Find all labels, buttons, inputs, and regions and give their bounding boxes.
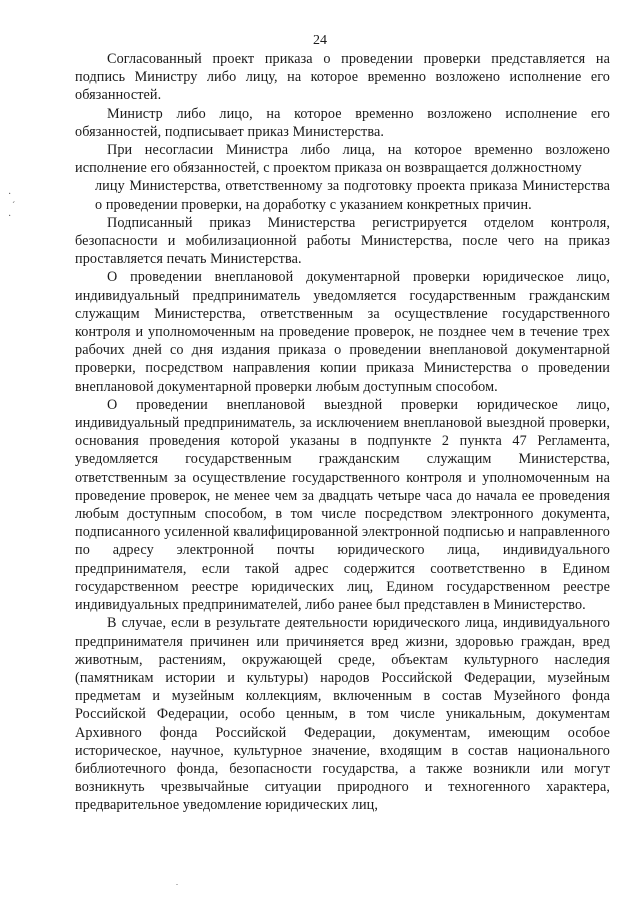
margin-mark: · [8,189,12,200]
margin-mark: ˊ [12,201,16,212]
page-number: 24 [313,33,327,48]
document-body [75,50,610,815]
paragraph: В случае, если в результате деятельности юридического лица, индивидуального предпринимателя причинен или причиняется вред жизни, здоровью граждан, вред животным, растениям, окружающей среде, объектам культурного наследия (памятникам истории и культуры) народов Российской Федерации, музейным предметам и музейным коллекциям, включенным в состав Музейного фонда Российской Федерации, особо ценным, в том числе уникальным, документам Архивного фонда Российской Федерации, документам, имеющим особое историческое, научное, культурное значение, входящим в состав национального библиотечного фонда, безопасности государства, а также возникли или могут возникнуть чрезвычайные ситуации природного и техногенного характера, предварительное уведомление юридических лиц, [75,615,610,814]
paragraph: Министр либо лицо, на которое временно возложено исполнение его обязанностей, подписывает приказ Министерства. [75,105,610,140]
paragraph: О проведении внеплановой документарной проверки юридическое лицо, индивидуальный предприниматель уведомляется государственным гражданским служащим Министерства, ответственным за осуществление государственного контроля и уполномоченным на проведение проверок, не позднее чем в течение трех рабочих дней со дня издания приказа о проведении внеплановой документарной проверки, посредством направления копии приказа Министерства о проведении внеплановой документарной проверки любым доступным способом. [75,269,610,395]
margin-mark: · [8,211,12,222]
paragraph: Подписанный приказ Министерства регистрируется отделом контроля, безопасности и мобилизационной работы Министерства, после чего на приказ проставляется печать Министерства. [75,214,610,268]
scan-artifact [176,884,178,885]
paragraph: Согласованный проект приказа о проведении проверки представляется на подпись Министру либо лицу, на которое временно возложено исполнение его обязанностей. [75,51,610,104]
paragraph-continuation: лицу Министерства, ответственному за подготовку проекта приказа Министерства о проведении проверки, на доработку с указанием конкретных причин. [95,178,610,213]
paragraph: При несогласии Министра либо лица, на которое временно возложено исполнение его обязанностей, с проектом приказа он возвращается должностному [75,142,610,177]
paragraph: О проведении внеплановой выездной проверки юридическое лицо, индивидуальный предприниматель, за исключением внеплановой выездной проверки, основания проведения которой указаны в подпункте 2 пункта 47 Регламента, уведомляется государственным гражданским служащим Министерства, ответственным за осуществление государственного контроля и уполномоченным на проведение проверок, не менее чем за двадцать четыре часа до начала ее проведения любым доступным способом, в том числе посредством электронного документа, подписанного усиленной квалифицированной электронной подписью и направленного по адресу электронной почты юридического лица, индивидуального предпринимателя, если такой адрес содержится соответственно в Едином государственном реестре юридических лиц, Едином государственном реестре индивидуальных предпринимателей, либо ранее был представлен в Министерство. [75,396,610,614]
